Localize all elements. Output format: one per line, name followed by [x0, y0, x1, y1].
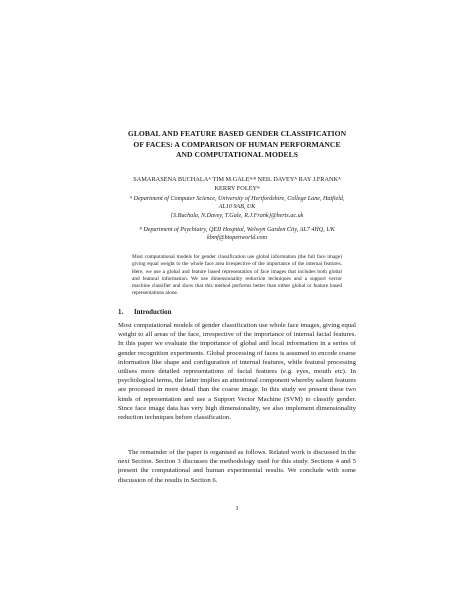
section-heading: [118, 309, 171, 316]
abstract: Most computational models for gender classification use global information (the full face image) giving equal weight to the whole face area irrespective of the importance of the internal features. Here, we use a global and feature based representation of face images that includes both global and featural information. We use dimensionality reduction techniques and a support vector machine classifier and show that this method performs better than either global or feature based representations alone.: [132, 254, 342, 297]
title-line: OF FACES: A COMPARISON OF HUMAN PERFORMANCE: [133, 139, 341, 149]
page-number: 1: [235, 505, 239, 512]
affiliation-line: ᴮ Department of Psychiatry, QEII Hospital, Welwyn Garden City, AL7 4HQ, UK: [139, 227, 335, 233]
body-paragraph: Most computational models of gender classification use whole face images, giving equal weight to all areas of the face, irrespective of the importance of internal facial features. In this paper we evaluate the importance of global and local information in a series of gender recognition experiments. Global processing of faces is assumed to encode coarse information like shape and configuration of internal features, while featural processing utilises more detailed representations of facial features (e.g. eyes, mouth etc). In psychological terms, the latter implies an attentional component whereby salient features are processed in more detail than the coarse image. In this study we present these two kinds of representation and use a Support Vector Machine (SVM) to classify gender. Since face image data has very high dimensionality, we also implement dimensionality reduction techniques before classification.: [118, 322, 356, 422]
authors-line: KERRY FOLEYᴮ: [214, 184, 260, 192]
affiliation-line: ᴬ Department of Computer Science, University of Hertfordshire, College Lane, Hatfield,: [129, 196, 345, 202]
section-number: 1.: [118, 309, 124, 316]
author-list: [96, 176, 378, 193]
affiliation-a: [96, 195, 378, 220]
title-line: GLOBAL AND FEATURE BASED GENDER CLASSIFICATION: [127, 129, 347, 138]
affiliation-line: AL10 9AB, UK: [218, 204, 256, 211]
affiliation-b: [96, 226, 378, 243]
title-line: AND COMPUTATIONAL MODELS: [175, 150, 298, 160]
section-title: Introduction: [134, 309, 172, 316]
paper-title: [110, 129, 364, 161]
affiliation-email: kbmf@btopenworld.com: [207, 235, 267, 242]
authors-line: SAMARASENA BUCHALAᴬ TIM M.GALEᴬʴᴮ NEIL DAVEYᴬ RAY J.FRANKᴬ: [133, 176, 341, 183]
affiliation-emails: {S.Buchala, N.Davey, T.Gale, R.J.Frank}@herts.ac.uk: [170, 212, 304, 219]
body-paragraph: The remainder of the paper is organised as follows. Related work is discussed in the next Section. Section 3 discusses the methodology used for this study. Sections 4 and 5 present the computational and human experimental results. We conclude with some discussion of the results in Section 6.: [118, 449, 356, 484]
